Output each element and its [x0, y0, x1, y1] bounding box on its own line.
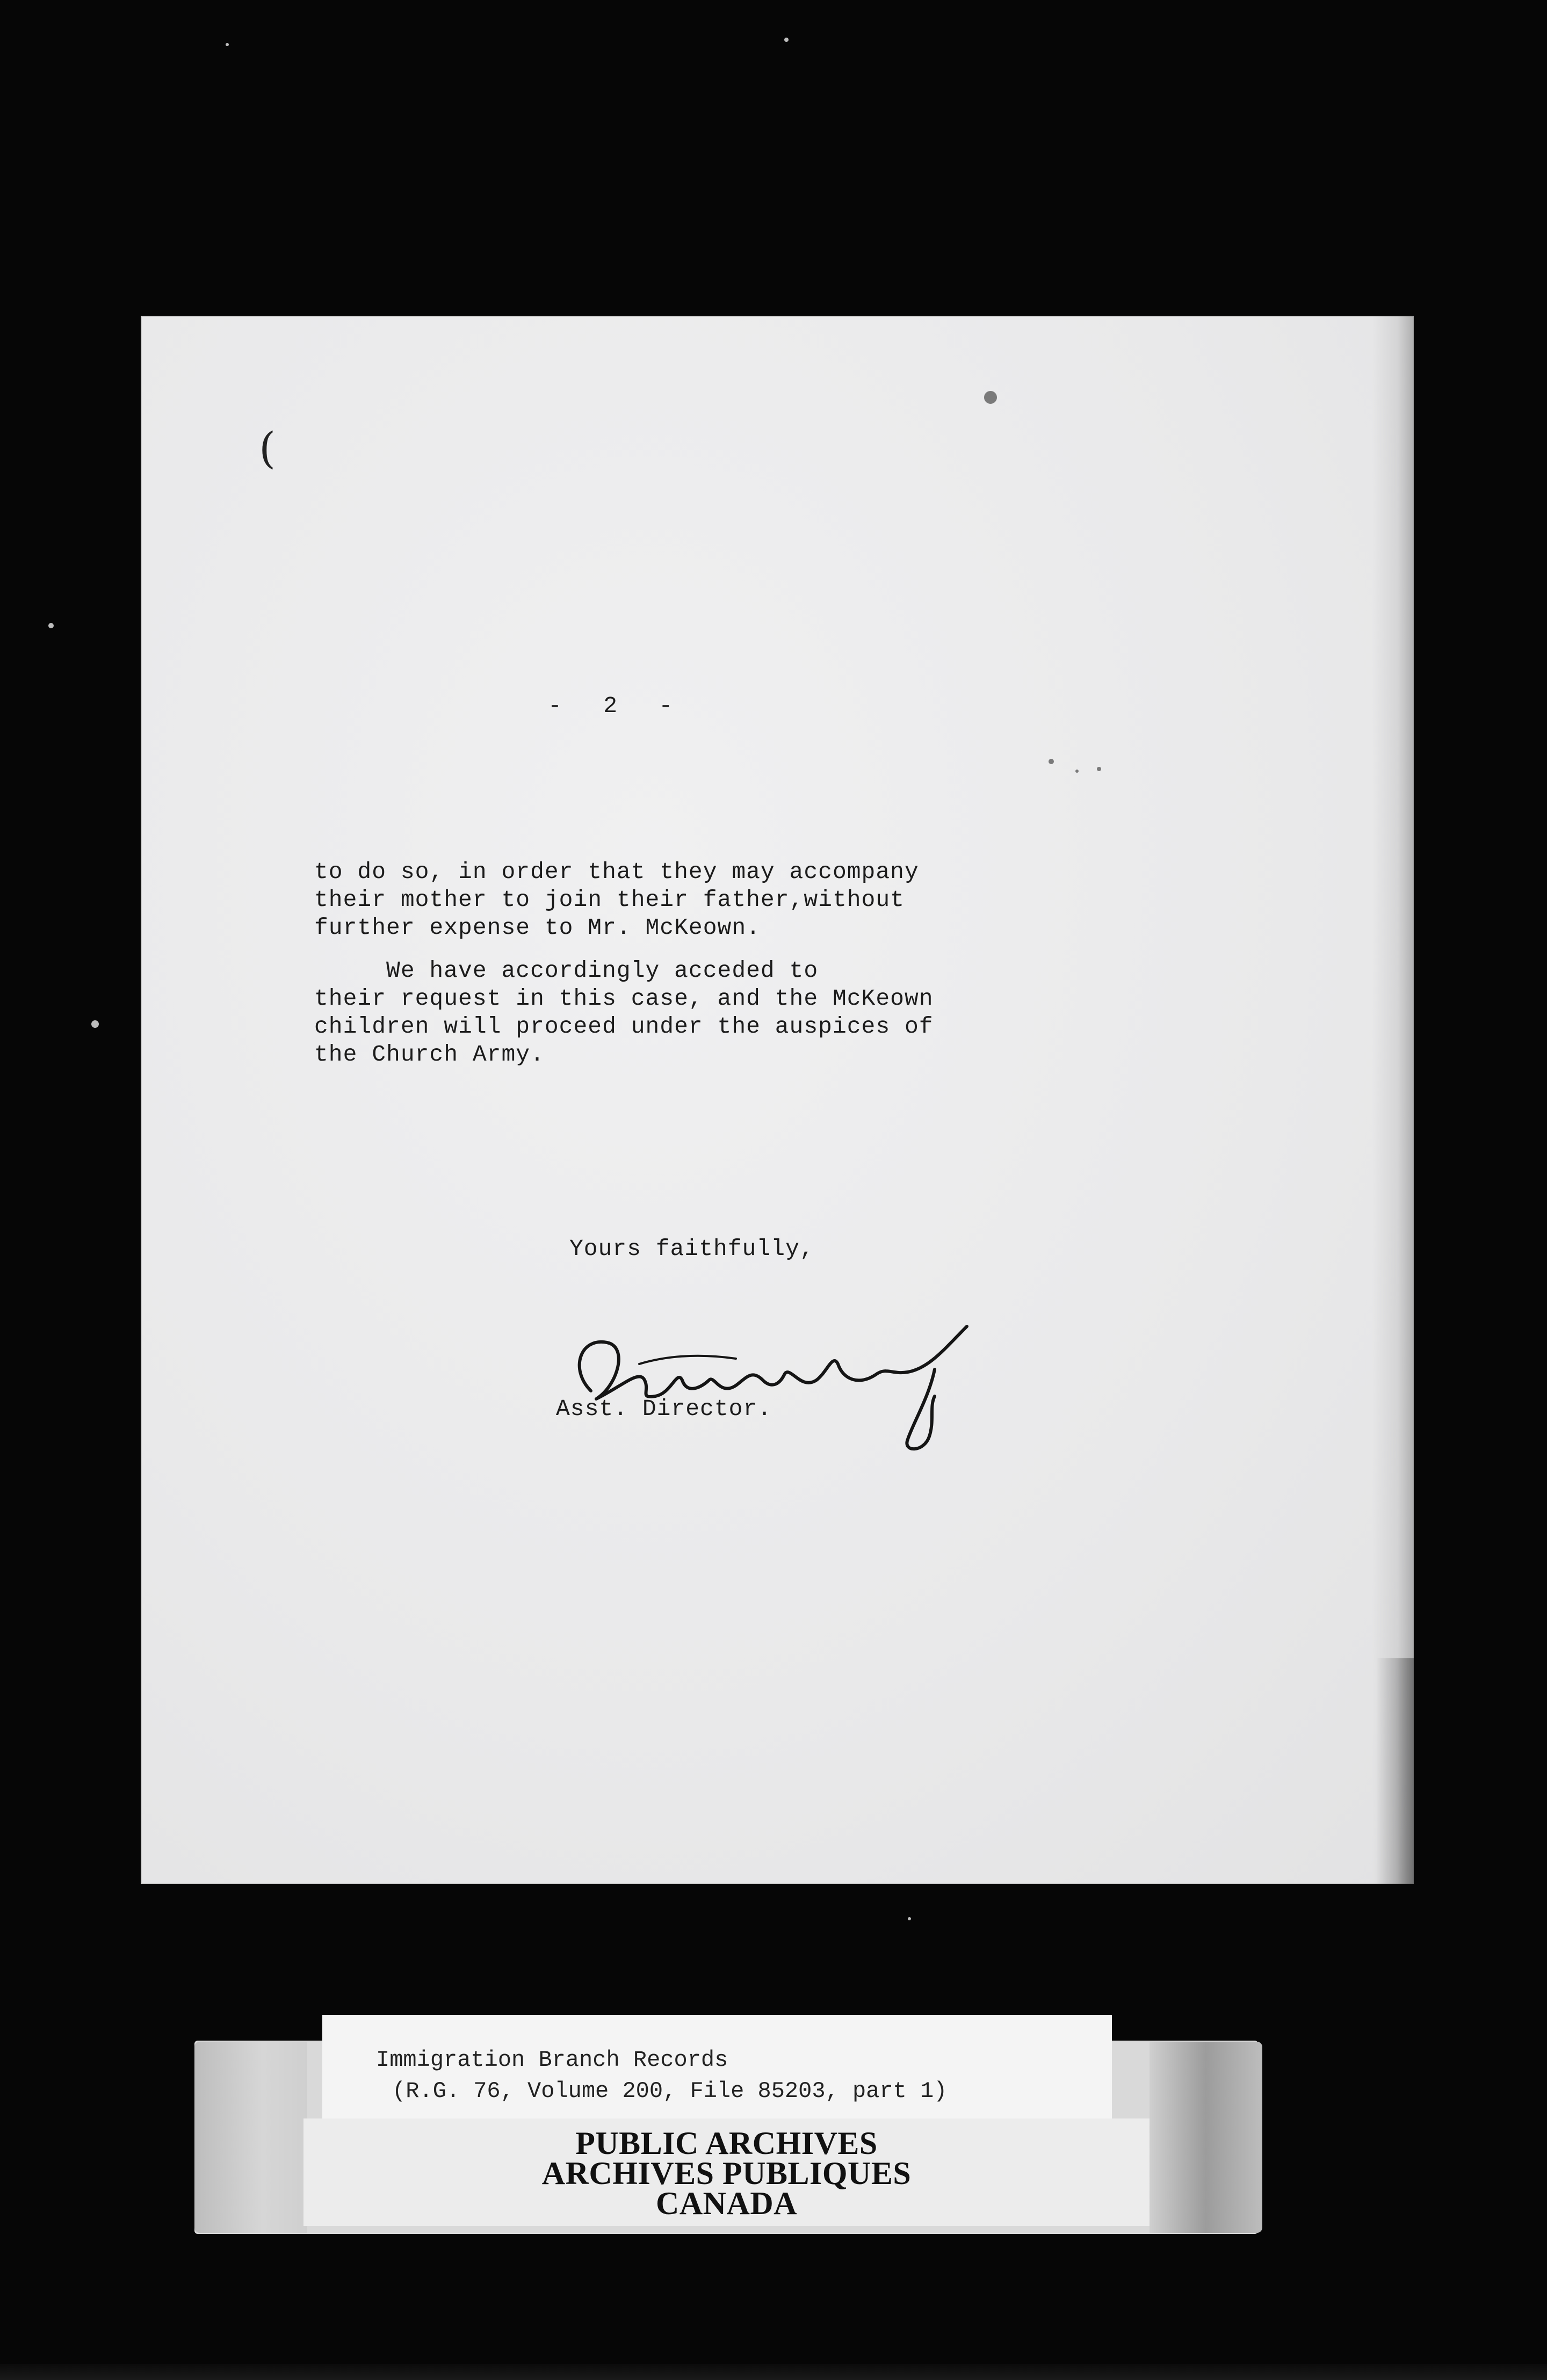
body-line: We have accordingly acceded to	[314, 957, 819, 984]
handwritten-signature	[559, 1305, 1010, 1455]
institution-line: CANADA	[656, 2186, 797, 2221]
film-bottom-edge	[0, 2364, 1547, 2380]
page-edge-shadow	[1372, 316, 1415, 1884]
body-line: children will proceed under the auspices of	[314, 1013, 934, 1040]
paper-blemish	[984, 391, 997, 404]
body-line: their mother to join their father,without	[314, 887, 905, 913]
film-speck	[48, 623, 54, 628]
film-speck	[226, 43, 229, 46]
institution-line: ARCHIVES PUBLIQUES	[541, 2156, 912, 2191]
film-speck	[91, 1020, 99, 1028]
margin-mark: (	[259, 423, 276, 473]
paper-blemish	[1049, 759, 1054, 764]
document-page	[141, 316, 1414, 1884]
institution-line: PUBLIC ARCHIVES	[575, 2125, 878, 2161]
page-number: - 2 -	[548, 693, 673, 719]
archive-institution-label	[303, 2118, 1150, 2226]
signatory-title: Asst. Director.	[556, 1396, 772, 1422]
record-collection: Immigration Branch Records	[376, 2047, 728, 2073]
paper-blemish	[1075, 770, 1079, 773]
record-reference: (R.G. 76, Volume 200, File 85203, part 1)	[392, 2078, 948, 2104]
letter-body	[314, 858, 1227, 1069]
paper-blemish	[1097, 767, 1101, 771]
film-speck	[784, 38, 789, 42]
film-leader-left	[194, 2042, 307, 2233]
archive-record-label	[322, 2015, 1112, 2128]
body-line: the Church Army.	[314, 1041, 545, 1068]
page-curl-shadow	[1376, 1658, 1414, 1884]
film-speck	[908, 1917, 911, 1920]
film-leader-right	[1150, 2042, 1262, 2233]
closing-salutation: Yours faithfully,	[569, 1236, 814, 1262]
body-line: their request in this case, and the McKeown	[314, 985, 934, 1012]
body-line: further expense to Mr. McKeown.	[314, 915, 761, 941]
body-line: to do so, in order that they may accompany	[314, 859, 919, 885]
